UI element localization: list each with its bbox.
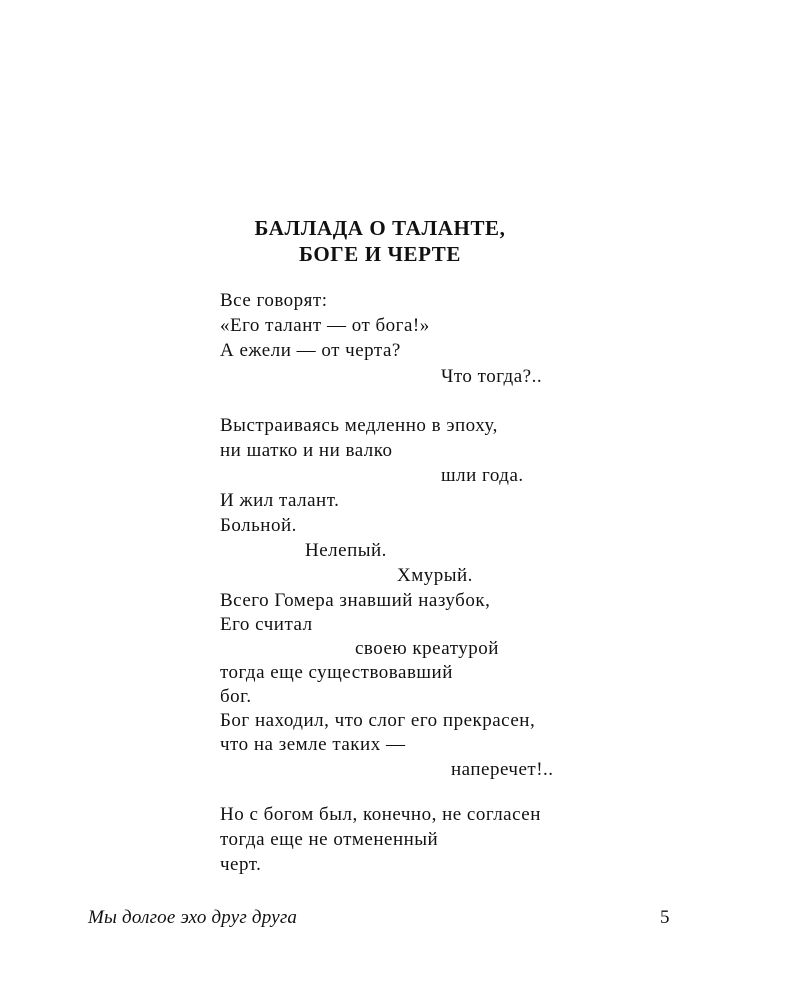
poem-title-line-2: БОГЕ И ЧЕРТЕ (299, 242, 461, 266)
page-number: 5 (660, 907, 670, 928)
poem-line: Бог находил, что слог его прекрасен, (220, 710, 536, 731)
poem-line: А ежели — от черта? (220, 340, 401, 361)
poem-line: Всего Гомера знавший назубок, (220, 590, 491, 611)
poem-title-line-1: БАЛЛАДА О ТАЛАНТЕ, (254, 216, 506, 240)
poem-line: тогда еще существовавший (220, 662, 453, 683)
poem-line: Больной. (220, 515, 297, 536)
poem-line: Что тогда?.. (441, 366, 543, 387)
poem-line: своею креатурой (355, 638, 499, 659)
poem-line: тогда еще не отмененный (220, 829, 439, 850)
poem-line: шли года. (441, 465, 524, 486)
poem-line: «Его талант — от бога!» (220, 315, 430, 336)
poem-line: Но с богом был, конечно, не согласен (220, 804, 541, 825)
poem-line: И жил талант. (220, 490, 340, 511)
poem-line: ни шатко и ни валко (220, 440, 393, 461)
poem-line: наперечет!.. (451, 759, 554, 780)
poem-line: Хмурый. (397, 565, 473, 586)
poem-line: Нелепый. (305, 540, 387, 561)
poem-line: Выстраиваясь медленно в эпоху, (220, 415, 498, 436)
poem-line: черт. (220, 854, 262, 875)
poem-line: Его считал (220, 614, 313, 635)
poem-line: бог. (220, 686, 252, 707)
running-footer-book-title: Мы долгое эхо друг друга (88, 907, 298, 928)
poem-line: Все говорят: (220, 290, 328, 311)
poem-line: что на земле таких — (220, 734, 406, 755)
